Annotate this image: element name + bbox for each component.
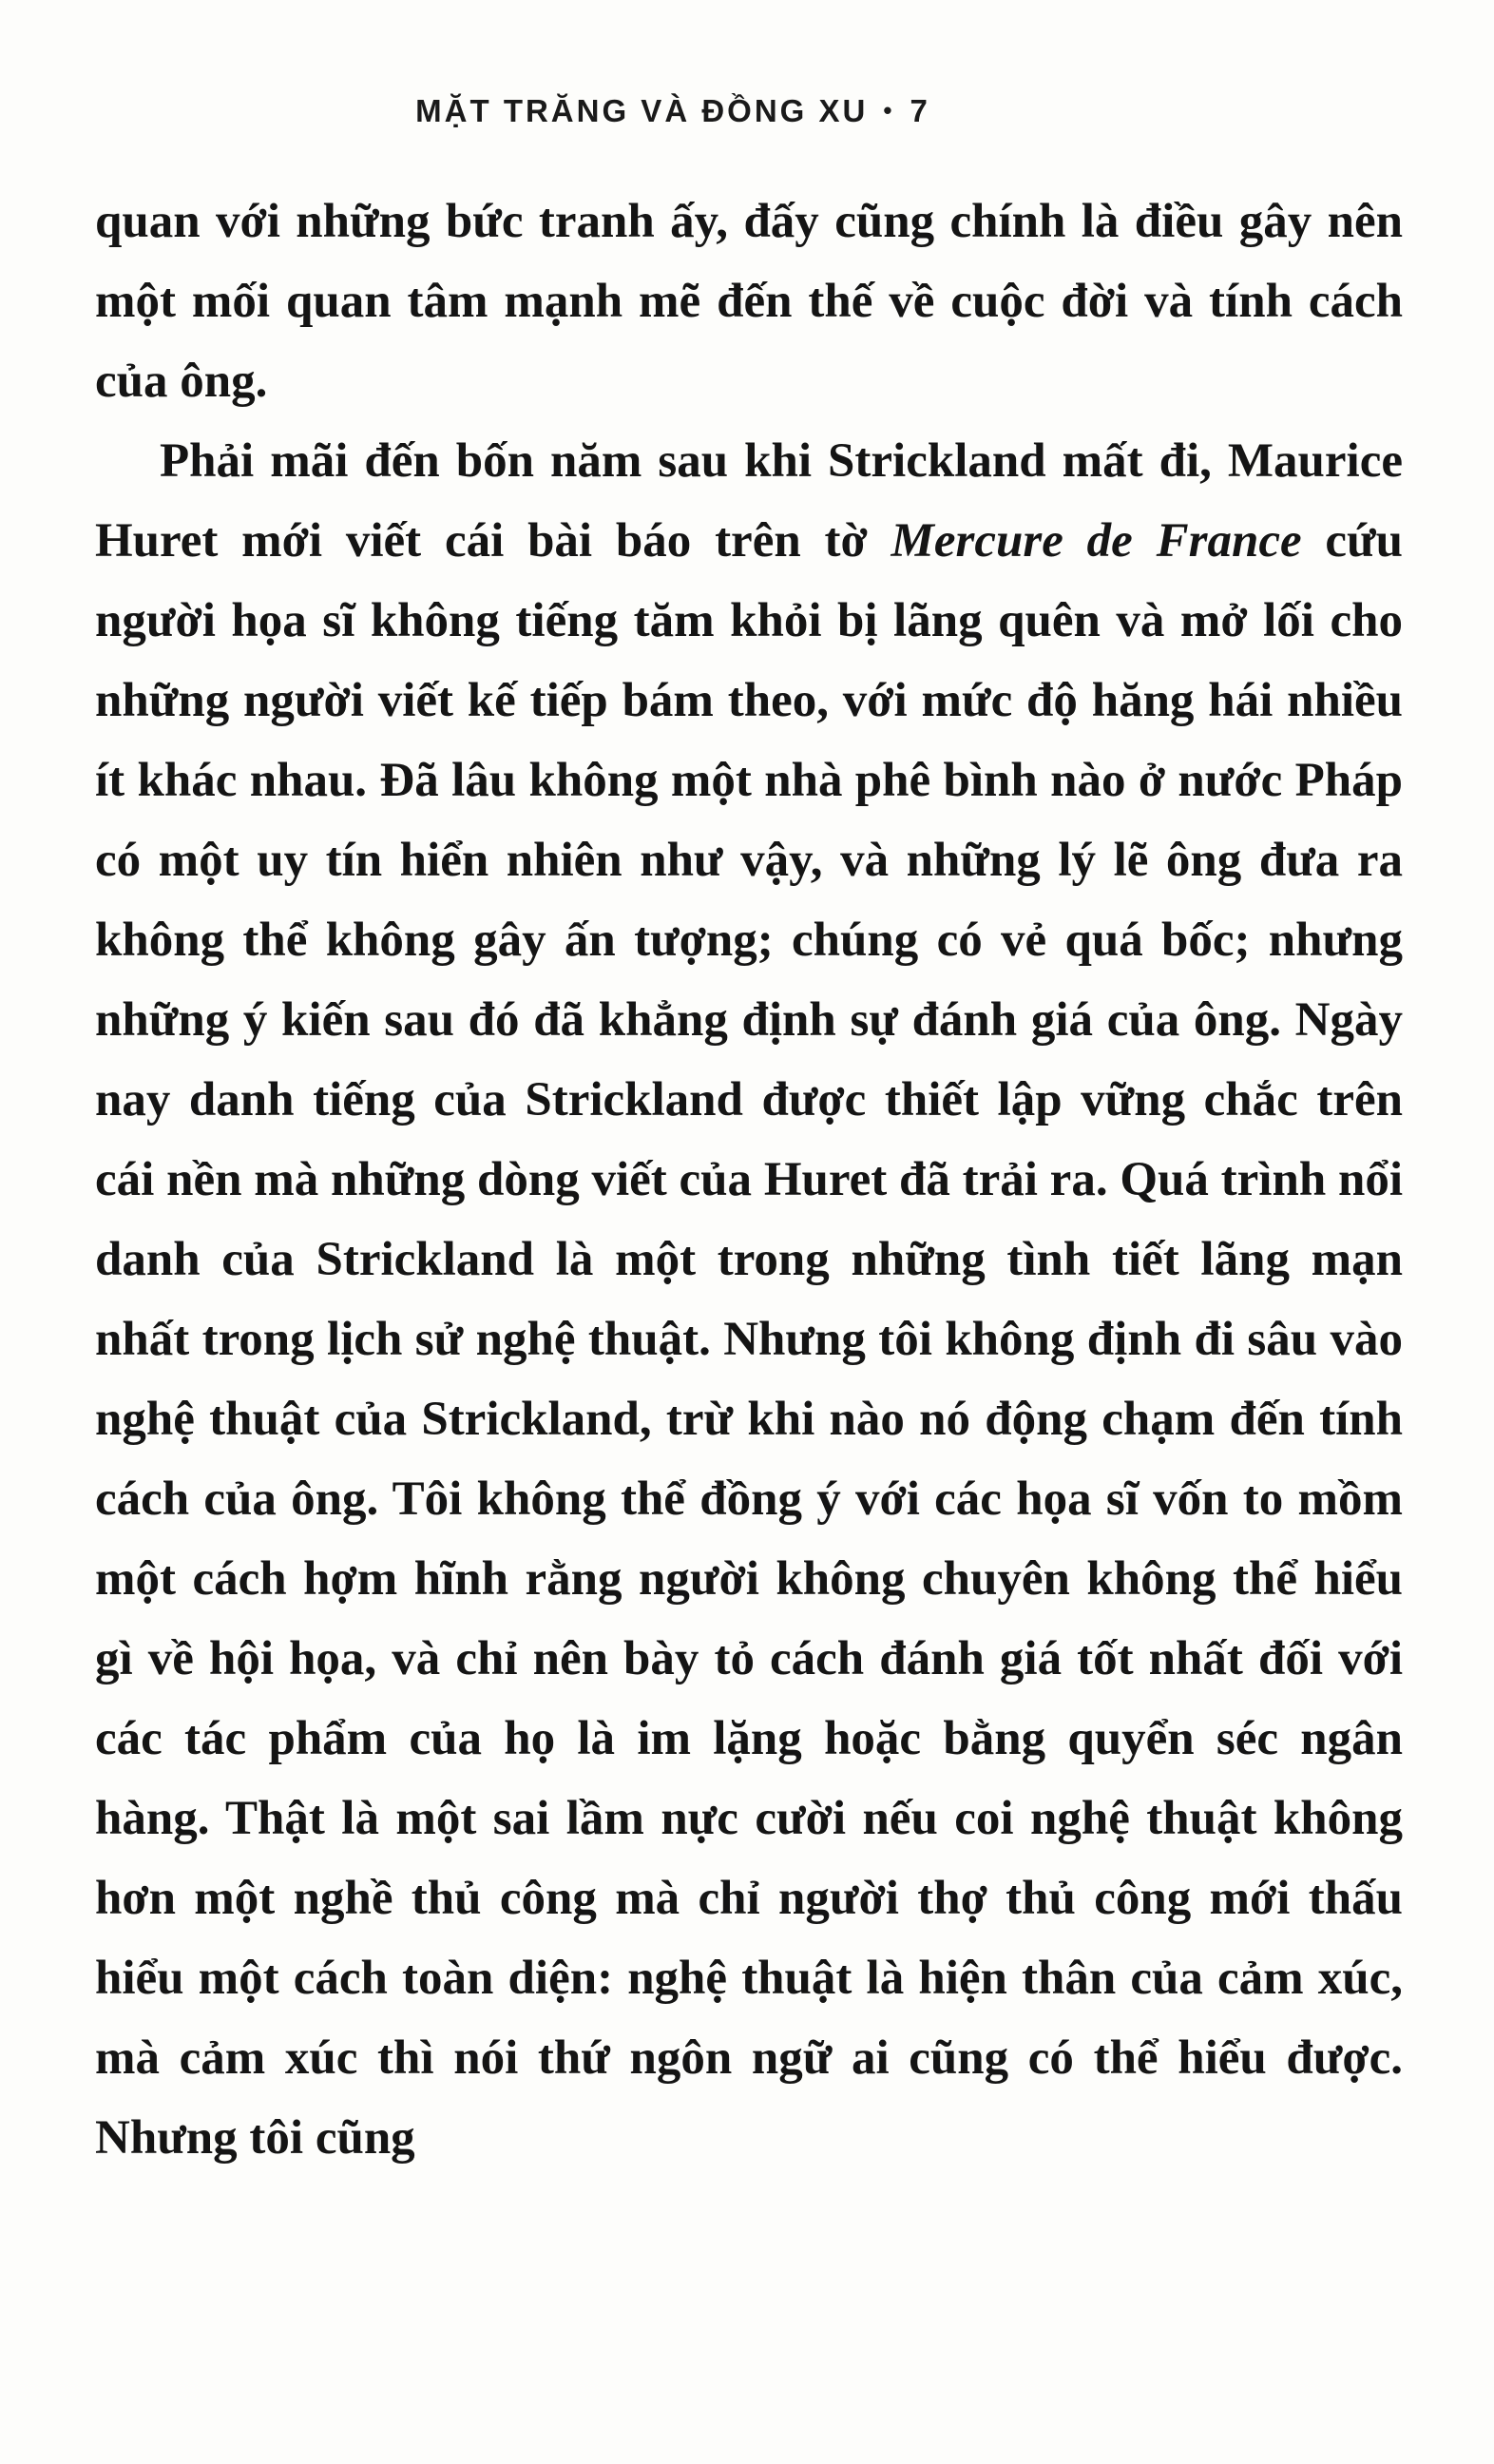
paragraph-main (95, 421, 1403, 2178)
bullet-separator: • (883, 96, 895, 125)
book-title: MẶT TRĂNG VÀ ĐỒNG XU (415, 93, 869, 128)
paragraph-main-text-after: cứu người họa sĩ không tiếng tăm khỏi bị lãng quên và mở lối cho những người viết kế tiếp bám theo, với mức độ hăng hái nhiều ít khác nhau. Đã lâu không một nhà phê bình nào ở nước Pháp có một uy tín hiển nhiên như vậy, và những lý lẽ ông đưa ra không thể không gây ấn tượng; chúng có vẻ quá bốc; nhưng những ý kiến sau đó đã khẳng định sự đánh giá của ông. Ngày nay danh tiếng của Strickland được thiết lập vững chắc trên cái nền mà những dòng viết của Huret đã trải ra. Quá trình nổi danh của Strickland là một trong những tình tiết lãng mạn nhất trong lịch sử nghệ thuật. Nhưng tôi không định đi sâu vào nghệ thuật của Strickland, trừ khi nào nó động chạm đến tính cách của ông. Tôi không thể đồng ý với các họa sĩ vốn to mồm một cách hợm hĩnh rằng người không chuyên không thể hiểu gì về hội họa, và chỉ nên bày tỏ cách đánh giá tốt nhất đối với các tác phẩm của họ là im lặng hoặc bằng quyển séc ngân hàng. Thật là một sai lầm nực cười nếu coi nghệ thuật không hơn một nghề thủ công mà chỉ người thợ thủ công mới thấu hiểu một cách toàn diện: nghệ thuật là hiện thân của cảm xúc, mà cảm xúc thì nói thứ ngôn ngữ ai cũng có thể hiểu được. Nhưng tôi cũng (95, 514, 1404, 2165)
page-number: 7 (910, 93, 930, 128)
page-body (95, 182, 1403, 2178)
journal-title-italic: Mercure de France (891, 514, 1302, 568)
paragraph-continuation-text: quan với những bức tranh ấy, đấy cũng chính là điều gây nên một mối quan tâm mạnh mẽ đến thế về cuộc đời và tính cách của ông. (95, 195, 1403, 408)
paragraph-continuation (95, 182, 1403, 421)
paragraph-main-text-before: Phải mãi đến bốn năm sau khi Strickland mất đi, Maurice Huret mới viết cái bài báo trên tờ (95, 434, 1403, 568)
running-header (19, 93, 1327, 129)
